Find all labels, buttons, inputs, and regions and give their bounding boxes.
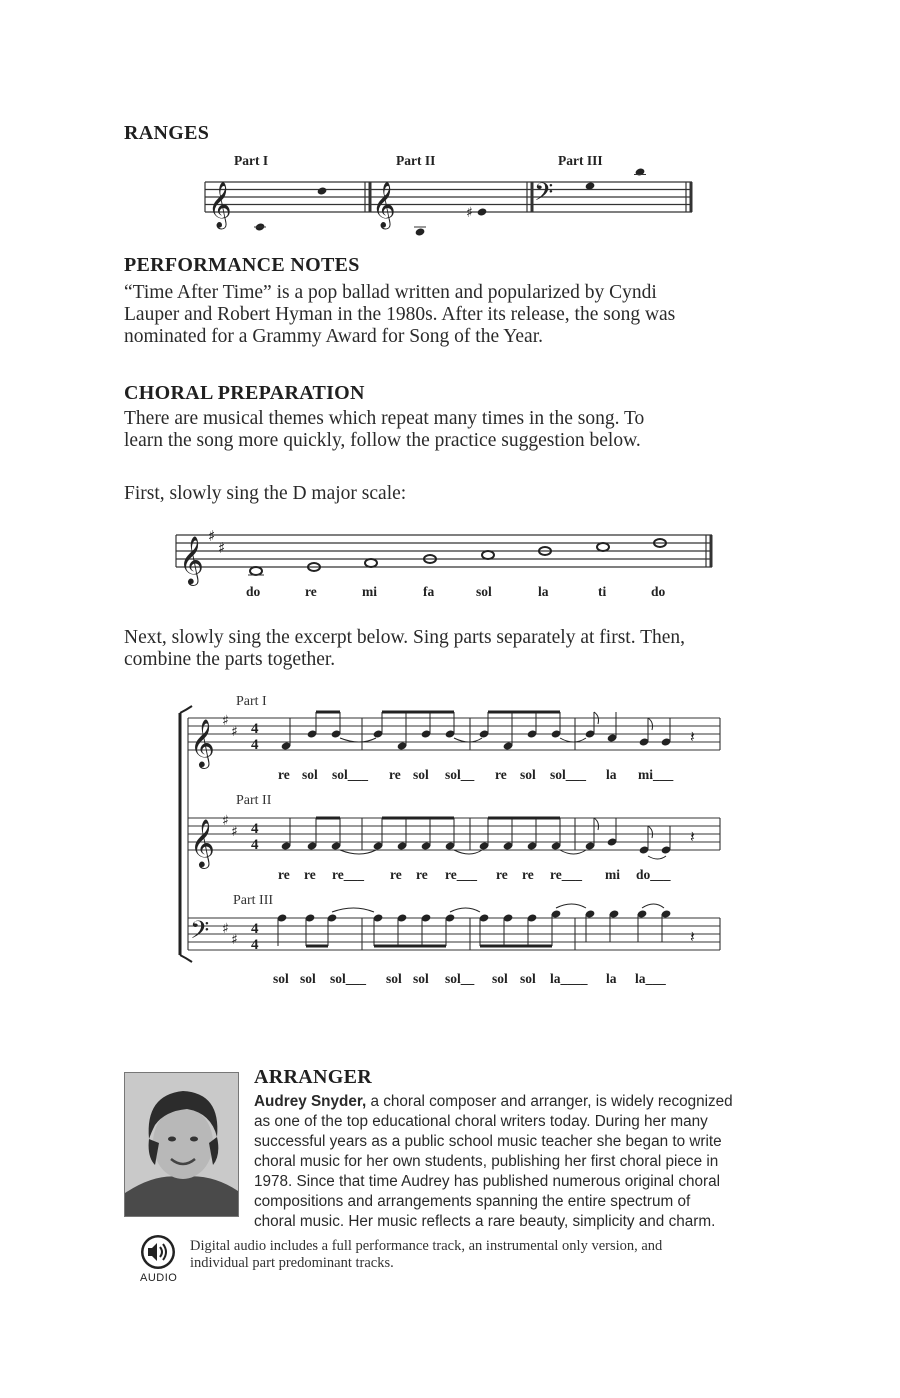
text-line: 1978. Since that time Audrey has published numerous original choral: [254, 1173, 720, 1190]
scale-syllable: mi: [362, 584, 377, 599]
quarter-rest-icon: 𝄽: [690, 927, 695, 946]
lyric-syllable: re___: [332, 867, 364, 882]
excerpt-staff-3: [188, 918, 720, 950]
text-line: choral music. Her music reflects a rare beauty, simplicity and charm.: [254, 1213, 716, 1230]
scale-intro: First, slowly sing the D major scale:: [124, 483, 407, 504]
scale-syllable: la: [538, 584, 549, 599]
treble-clef-icon: 𝄞: [179, 535, 204, 584]
key-signature-sharp-icon: ♯: [208, 527, 216, 545]
lyric-syllable: sol__: [445, 767, 475, 782]
performance-notes-body: [124, 282, 804, 348]
audio-note: [190, 1238, 774, 1272]
text-line: combine the parts together.: [124, 649, 336, 670]
lyric-syllable: re: [416, 867, 428, 882]
excerpt-part1-label: Part I: [236, 694, 267, 709]
lyric-syllable: la____: [550, 971, 588, 986]
lyric-syllable: sol: [520, 971, 536, 986]
lyric-syllable: re: [496, 867, 508, 882]
svg-text:♯: ♯: [231, 724, 238, 740]
text-line: compositions and arrangements spanning the entire spectrum of: [254, 1193, 691, 1210]
text-line: “Time After Time” is a pop ballad written and popularized by Cyndi: [124, 282, 657, 303]
lyric-syllable: mi: [605, 867, 620, 882]
lyric-syllable: re: [304, 867, 316, 882]
lyric-syllable: sol: [300, 971, 316, 986]
treble-clef-icon: 𝄞: [372, 182, 396, 228]
lyric-syllable: re: [522, 867, 534, 882]
svg-text:♯: ♯: [222, 921, 229, 937]
excerpt-part2-label: Part II: [236, 793, 272, 808]
key-signature-sharp-icon: ♯: [218, 539, 226, 557]
scale-whole-notes: [250, 539, 666, 575]
svg-text:4: 4: [251, 837, 259, 853]
scale-syllable: ti: [598, 584, 607, 599]
audio-label: AUDIO: [140, 1272, 178, 1284]
svg-text:4: 4: [251, 737, 259, 753]
arranger-heading: ARRANGER: [254, 1066, 372, 1088]
lyric-syllable: sol: [386, 971, 402, 986]
lyric-syllable: re: [495, 767, 507, 782]
performance-notes-heading: PERFORMANCE NOTES: [124, 254, 360, 276]
excerpt-part3-label: Part III: [233, 893, 274, 908]
lyric-syllable: do___: [636, 867, 671, 882]
text-line: choral music for her own students, publishing her first choral piece in: [254, 1153, 719, 1170]
lyric-syllable: sol___: [332, 767, 369, 782]
text-line: as one of the top educational choral writers today. During her many: [254, 1113, 708, 1130]
scale-syllable: do: [651, 584, 666, 599]
range-part3-label: Part III: [558, 153, 603, 168]
bass-clef-icon: 𝄢: [190, 916, 210, 951]
treble-clef-icon: 𝄞: [208, 182, 232, 228]
scale-syllable: sol: [476, 584, 492, 599]
quarter-rest-icon: 𝄽: [690, 727, 695, 746]
svg-text:♯: ♯: [466, 205, 473, 221]
speaker-icon-svg: [139, 1233, 177, 1271]
text-line: Next, slowly sing the excerpt below. Sing parts separately at first. Then,: [124, 627, 686, 648]
scale-syllable: fa: [423, 584, 435, 599]
bass-clef-icon: 𝄢: [534, 178, 554, 213]
scale-staff: [176, 535, 712, 567]
text-line: successful years as a public school music teacher she began to write: [254, 1133, 722, 1150]
treble-clef-icon: 𝄞: [190, 818, 215, 867]
lyric-syllable: sol: [492, 971, 508, 986]
text-line: nominated for a Grammy Award for Song of the Year.: [124, 326, 544, 347]
text-line: learn the song more quickly, follow the practice suggestion below.: [124, 430, 641, 451]
speaker-icon: [139, 1233, 177, 1271]
svg-text:♯: ♯: [222, 813, 229, 829]
arranger-bio: [254, 1092, 774, 1232]
lyric-syllable: sol__: [445, 971, 475, 986]
quarter-rest-icon: 𝄽: [690, 827, 695, 846]
range-part1-label: Part I: [234, 153, 269, 168]
lyric-syllable: la: [606, 971, 617, 986]
lyric-syllable: sol: [413, 767, 429, 782]
excerpt-staff-2-notes: [281, 818, 672, 859]
svg-text:♯: ♯: [231, 932, 238, 948]
text-line: Digital audio includes a full performance track, an instrumental only version, and: [190, 1238, 663, 1254]
lyric-syllable: mi___: [638, 767, 674, 782]
lyric-syllable: re: [278, 867, 290, 882]
text-line: Lauper and Robert Hyman in the 1980s. After its release, the song was: [124, 304, 676, 325]
text-line: a choral composer and arranger, is widely recognized: [366, 1093, 733, 1110]
svg-text:♯: ♯: [222, 713, 229, 729]
range-part2-label: Part II: [396, 153, 436, 168]
portrait-icon: [125, 1073, 238, 1216]
lyric-syllable: sol___: [330, 971, 367, 986]
range-notes: [254, 167, 646, 236]
text-line: individual part predominant tracks.: [190, 1255, 394, 1271]
lyric-syllable: re___: [445, 867, 477, 882]
svg-text:4: 4: [251, 721, 259, 737]
lyric-syllable: sol: [302, 767, 318, 782]
lyric-syllable: sol: [520, 767, 536, 782]
svg-text:4: 4: [251, 937, 259, 953]
scale-syllable: re: [305, 584, 317, 599]
svg-text:4: 4: [251, 921, 259, 937]
svg-text:♯: ♯: [231, 824, 238, 840]
scale-syllable: do: [246, 584, 261, 599]
lyric-syllable: sol: [273, 971, 289, 986]
lyric-syllable: re: [389, 767, 401, 782]
lyric-syllable: re: [278, 767, 290, 782]
treble-clef-icon: 𝄞: [190, 718, 215, 767]
bio-first-line: [254, 1092, 774, 1112]
excerpt-staff-3-notes: [277, 904, 672, 946]
ranges-staff: [205, 182, 692, 212]
lyric-syllable: re___: [550, 867, 582, 882]
choral-preparation-heading: CHORAL PREPARATION: [124, 382, 365, 404]
text-line: There are musical themes which repeat many times in the song. To: [124, 408, 645, 429]
arranger-photo: [124, 1072, 239, 1217]
lyric-syllable: re: [390, 867, 402, 882]
lyric-syllable: la___: [635, 971, 666, 986]
lyric-syllable: la: [606, 767, 617, 782]
lyric-syllable: sol: [413, 971, 429, 986]
choral-preparation-body: [124, 408, 804, 452]
excerpt-intro: [124, 627, 804, 671]
lyric-syllable: sol___: [550, 767, 587, 782]
ranges-heading: RANGES: [124, 122, 210, 144]
arranger-name: Audrey Snyder,: [254, 1093, 367, 1110]
svg-text:4: 4: [251, 821, 259, 837]
